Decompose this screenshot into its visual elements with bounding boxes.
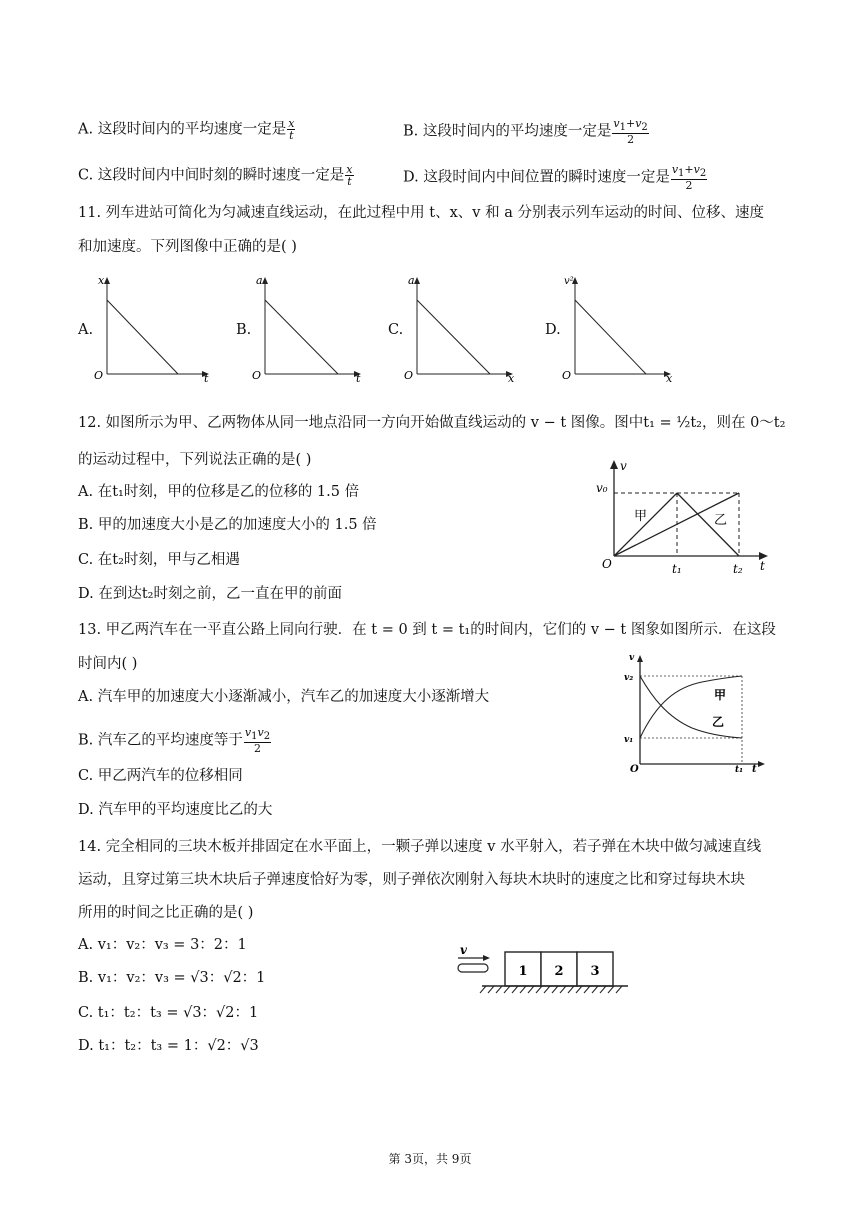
q12-option-c: C. 在t₂时刻，甲与乙相遇: [78, 552, 240, 568]
q11-d-xaxis-label: x: [666, 372, 673, 385]
origin-label: O: [562, 369, 572, 382]
block-3-label: 3: [590, 964, 600, 979]
q13-v-axis-label: v: [629, 653, 635, 663]
origin-label: O: [252, 369, 262, 382]
fraction-x-over-t: $\frac{x}{t}$: [288, 117, 295, 142]
q14-v-label: v: [460, 943, 467, 957]
ground-hatching: [480, 986, 622, 993]
q11-d-yaxis-label: v²: [564, 276, 574, 287]
page-footer: 第 3页，共 9页: [388, 1152, 472, 1166]
q14-option-c: C. t₁：t₂：t₃ = √3：√2：1: [78, 1005, 259, 1021]
q14-option-d: D. t₁：t₂：t₃ = 1：√2：√3: [78, 1038, 259, 1054]
q10-option-b-text: B. 这段时间内的平均速度一定是: [403, 123, 612, 140]
q11-option-c-label: C.: [388, 322, 404, 338]
q13-option-d: D. 汽车甲的平均速度比乙的大: [78, 802, 273, 818]
q12-stem-line1: 12. 如图所示为甲、乙两物体从同一地点沿同一方向开始做直线运动的 v − t 图像。图中t₁ = ½t₂，则在 0～t₂: [78, 415, 786, 431]
fraction-v1-plus-v2-over-2: $\frac{v_1+v_2}{2}$: [671, 163, 707, 193]
q10-option-d: [403, 164, 707, 191]
q13-stem-line2: 时间内( ): [78, 656, 138, 672]
q11-b-yaxis-label: a: [256, 274, 263, 287]
q11-option-d-label: D.: [545, 322, 561, 338]
q11-stem-line1: 11. 列车进站可简化为匀减速直线运动，在此过程中用 t、x、v 和 a 分别表示列车运动的时间、位移、速度: [78, 205, 764, 221]
q11-c-yaxis-label: a: [408, 274, 415, 287]
q13-yi-label: 乙: [712, 715, 725, 729]
q12-v-axis-label: v: [620, 459, 627, 473]
q11-graph-d: [562, 274, 682, 386]
q11-graph-b: [252, 274, 372, 386]
q11-option-b-label: B.: [236, 322, 252, 338]
q13-option-b-text: B. 汽车乙的平均速度等于: [78, 732, 243, 749]
q12-option-d: D. 在到达t₂时刻之前，乙一直在甲的前面: [78, 586, 342, 602]
q12-t1-label: t₁: [672, 562, 682, 576]
q14-stem-line3: 所用的时间之比正确的是( ): [78, 905, 254, 921]
q11-graph-c: [404, 274, 524, 386]
fraction-v1-plus-v2-over-2: $\frac{v_1+v_2}{2}$: [613, 117, 648, 147]
q12-v0-label: v₀: [596, 481, 608, 495]
q10-option-a: [78, 118, 295, 141]
q11-a-yaxis-label: x: [98, 274, 105, 287]
q11-b-xaxis-label: t: [356, 372, 361, 385]
q13-v2-label: v₂: [624, 673, 634, 683]
q10-option-b: [403, 118, 649, 145]
q13-option-c: C. 甲乙两汽车的位移相同: [78, 768, 243, 784]
fraction-x-over-t: $\frac{x}{t}$: [346, 163, 353, 188]
block-1-label: 1: [518, 964, 528, 979]
q13-origin-label: O: [630, 764, 639, 775]
origin-label: O: [404, 369, 414, 382]
q11-stem-line2: 和加速度。下列图像中正确的是( ): [78, 239, 297, 255]
q13-option-b: [78, 727, 271, 754]
q12-t2-label: t₂: [733, 562, 743, 576]
q12-t-axis-label: t: [760, 559, 765, 573]
block-2-label: 2: [554, 964, 564, 979]
q13-stem-line1: 13. 甲乙两汽车在一平直公路上同向行驶．在 t = 0 到 t = t₁的时间内，它们的 v − t 图象如图所示．在这段: [78, 622, 776, 638]
q13-v1-label: v₁: [624, 735, 634, 745]
q12-option-b: B. 甲的加速度大小是乙的加速度大小的 1.5 倍: [78, 517, 377, 533]
bullet-icon: [458, 964, 488, 972]
q14-option-a: A. v₁：v₂：v₃ = 3：2：1: [78, 937, 247, 953]
q13-option-a: A. 汽车甲的加速度大小逐渐减小，汽车乙的加速度大小逐渐增大: [78, 689, 490, 705]
q10-option-c-text: C. 这段时间内中间时刻的瞬时速度一定是: [78, 167, 345, 184]
q10-option-c: [78, 164, 354, 187]
q12-origin-label: O: [602, 557, 612, 571]
q14-stem-line2: 运动，且穿过第三块木块后子弹速度恰好为零，则子弹依次刚射入每块木块时的速度之比和穿过每块木块: [78, 872, 745, 888]
q14-bullet-block-figure: [450, 942, 650, 998]
q10-option-d-text: D. 这段时间内中间位置的瞬时速度一定是: [403, 169, 670, 186]
q12-vt-graph: [594, 458, 774, 578]
q14-option-b: B. v₁：v₂：v₃ = √3：√2：1: [78, 970, 266, 986]
q13-vt-graph: [622, 652, 772, 775]
q12-jia-label: 甲: [634, 509, 648, 524]
q13-t-axis-label: t: [752, 764, 757, 775]
q10-option-a-text: A. 这段时间内的平均速度一定是: [78, 121, 287, 138]
q13-t1-label: t₁: [735, 765, 744, 775]
q13-jia-label: 甲: [714, 688, 727, 702]
q11-graph-a: [94, 274, 214, 386]
origin-label: O: [94, 369, 104, 382]
q12-stem-line2: 的运动过程中，下列说法正确的是( ): [78, 452, 312, 468]
q12-option-a: A. 在t₁时刻，甲的位移是乙的位移的 1.5 倍: [78, 484, 360, 500]
q14-stem-line1: 14. 完全相同的三块木板并排固定在水平面上，一颗子弹以速度 v 水平射入，若子弹在木块中做匀减速直线: [78, 839, 762, 855]
q11-c-xaxis-label: x: [508, 372, 515, 385]
q12-yi-label: 乙: [714, 513, 728, 528]
q11-option-a-label: A.: [78, 322, 94, 338]
q11-a-xaxis-label: t: [204, 372, 209, 385]
fraction-v1v2-over-2: $\frac{v_1v_2}{2}$: [244, 726, 271, 756]
